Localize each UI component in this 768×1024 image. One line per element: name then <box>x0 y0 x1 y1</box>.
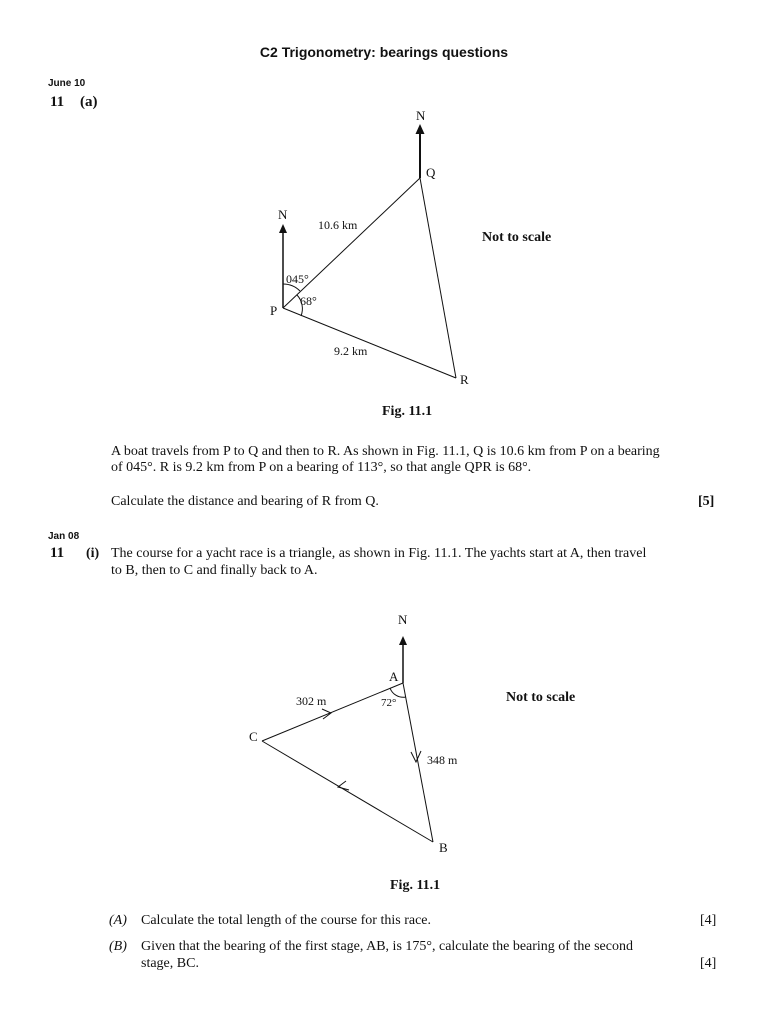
intro-text-line-1: The course for a yacht race is a triangle, as shown in Fig. 11.1. The yachts start at A, then travel <box>111 546 647 561</box>
figure-caption-2: Fig. 11.1 <box>390 878 441 893</box>
part-a-text: Calculate the total length of the course for this race. <box>141 913 432 928</box>
problem-text-line-1: A boat travels from P to Q and then to R. As shown in Fig. 11.1, Q is 10.6 km from P on a bearing <box>111 444 660 459</box>
length-label-pr: 9.2 km <box>334 344 368 358</box>
figure-boat-diagram <box>0 100 768 430</box>
part-b-label: (B) <box>109 939 127 954</box>
session-label-jan: Jan 08 <box>48 531 80 542</box>
session-label-june: June 10 <box>48 78 86 89</box>
vertex-label-c: C <box>249 729 258 744</box>
north-arrowhead-q <box>416 124 425 134</box>
north-arrowhead-p <box>279 224 287 233</box>
question-part-label: (a) <box>80 94 98 110</box>
side-pq <box>283 178 420 308</box>
vertex-label-p: P <box>270 303 278 318</box>
angle-label-bearing: 045° <box>286 272 309 286</box>
direction-arrow-bc <box>338 781 349 790</box>
part-a-marks: [4] <box>700 913 717 928</box>
not-to-scale-note: Not to scale <box>482 230 552 245</box>
vertex-label-a: A <box>389 669 399 684</box>
length-label-pq: 10.6 km <box>318 218 358 232</box>
side-qr <box>420 178 456 378</box>
side-pr <box>283 308 456 378</box>
part-b-marks: [4] <box>700 956 717 971</box>
marks-label: [5] <box>698 494 715 509</box>
figure-caption: Fig. 11.1 <box>382 404 433 419</box>
vertex-label-b: B <box>439 840 448 855</box>
north-label-q: N <box>416 108 426 123</box>
angle-label-a: 72° <box>381 697 397 709</box>
question-number-2: 11 <box>50 545 65 561</box>
north-arrowhead-a <box>399 636 407 645</box>
length-label-ab: 348 m <box>427 753 458 767</box>
north-label-p: N <box>278 207 288 222</box>
north-label-a: N <box>398 612 408 627</box>
problem-text-line-2: of 045°. R is 9.2 km from P on a bearing of 113°, so that angle QPR is 68°. <box>111 460 532 475</box>
side-bc <box>262 741 433 842</box>
vertex-label-q: Q <box>426 165 436 180</box>
angle-label-qpr: 68° <box>300 294 317 308</box>
question-number: 11 <box>50 94 65 110</box>
part-b-text-line-2: stage, BC. <box>141 956 199 971</box>
angle-arc-a <box>390 688 406 697</box>
part-a-label: (A) <box>109 913 127 928</box>
question-part-label-2: (i) <box>86 546 100 561</box>
length-label-ca: 302 m <box>296 694 327 708</box>
intro-text-line-2: to B, then to C and finally back to A. <box>111 563 318 578</box>
question-text: Calculate the distance and bearing of R from Q. <box>111 494 379 509</box>
not-to-scale-note-2: Not to scale <box>506 690 576 705</box>
vertex-label-r: R <box>460 372 469 387</box>
page-title: C2 Trigonometry: bearings questions <box>259 44 509 60</box>
figure-yacht-diagram <box>0 600 768 900</box>
side-ca <box>262 683 403 741</box>
part-b-text-line-1: Given that the bearing of the first stage, AB, is 175°, calculate the bearing of the second <box>141 939 633 954</box>
